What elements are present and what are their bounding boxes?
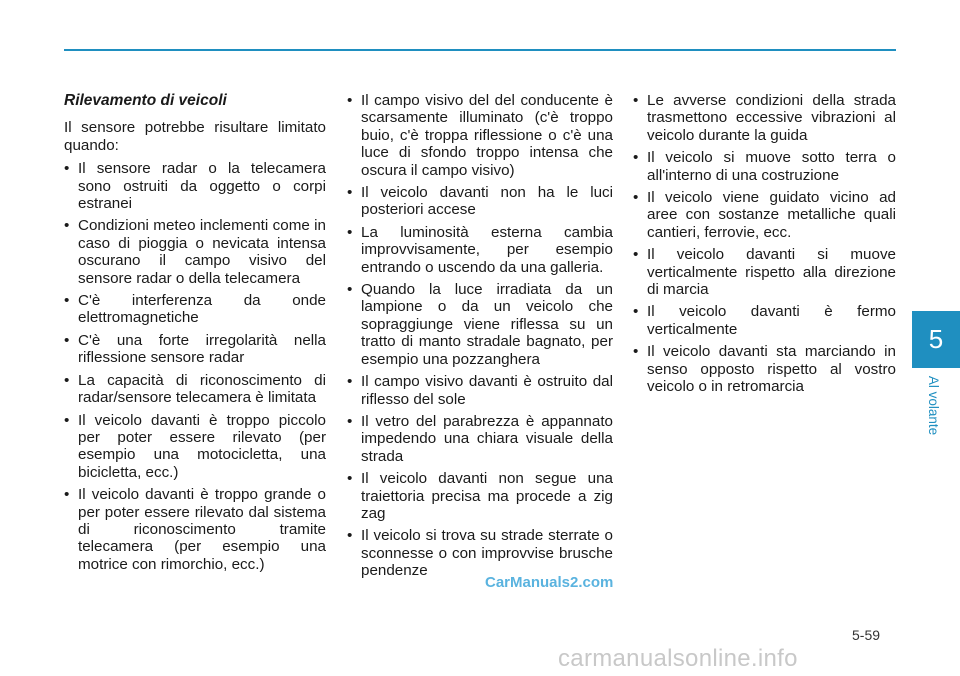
column-1 xyxy=(64,92,326,578)
bullet-list-1 xyxy=(64,160,326,573)
list-item: • C'è una forte irregolarità nella riflessione sensore radar xyxy=(64,332,326,367)
list-item: • La capacità di riconoscimento di radar/sensore telecamera è limitata xyxy=(64,372,326,407)
list-item: • Quando la luce irradiata da un lampione o da un veicolo che sopraggiunge viene riflessa su un tratto di manto stradale bagnato, per esempio una pozzanghera xyxy=(347,281,613,368)
page-number: 5-59 xyxy=(852,627,881,643)
list-item: • Condizioni meteo inclementi come in caso di pioggia o nevicata intensa oscurano il campo visivo del sensore radar o della telecamera xyxy=(64,217,326,287)
list-item: • Il veicolo si trova su strade sterrate o sconnesse o con improvvise brusche pendenze xyxy=(347,527,613,579)
section-heading: Rilevamento di veicoli xyxy=(64,92,227,109)
list-item: • La luminosità esterna cambia improvvisamente, per esempio entrando o uscendo da una galleria. xyxy=(347,224,613,276)
header-rule xyxy=(64,49,896,51)
bullet-list-2 xyxy=(347,92,613,580)
list-item: • Il veicolo davanti è troppo grande o per poter essere rilevato dal sistema di riconoscimento tramite telecamera (per esempio una motrice con rimorchio, ecc.) xyxy=(64,486,326,573)
list-item: • Il veicolo davanti non segue una traiettoria precisa ma procede a zig zag xyxy=(347,470,613,522)
list-item: • Il campo visivo del del conducente è scarsamente illuminato (c'è troppo buio, c'è troppa riflessione o c'è una luce di sfondo troppo intensa che oscura il campo visivo) xyxy=(347,92,613,179)
list-item: • C'è interferenza da onde elettromagnetiche xyxy=(64,292,326,327)
chapter-tab: 5 xyxy=(912,311,960,368)
list-item: • Il veicolo si muove sotto terra o all'interno di una costruzione xyxy=(633,149,896,184)
list-item: • Il veicolo davanti è fermo verticalmente xyxy=(633,303,896,338)
list-item: • Il veicolo davanti si muove verticalmente rispetto alla direzione di marcia xyxy=(633,246,896,298)
column-3 xyxy=(633,92,896,401)
intro-paragraph: Il sensore potrebbe risultare limitato quando: xyxy=(64,119,326,154)
list-item: • Il sensore radar o la telecamera sono ostruiti da oggetto o corpi estranei xyxy=(64,160,326,212)
watermark-footer: carmanualsonline.info xyxy=(558,645,798,672)
list-item: • Il vetro del parabrezza è appannato impedendo una chiara visuale della strada xyxy=(347,413,613,465)
list-item: • Il campo visivo davanti è ostruito dal riflesso del sole xyxy=(347,373,613,408)
bullet-list-3 xyxy=(633,92,896,396)
list-item: • Il veicolo davanti è troppo piccolo per poter essere rilevato (per esempio una motocicletta, una bicicletta, ecc.) xyxy=(64,412,326,482)
list-item: • Il veicolo davanti non ha le luci posteriori accese xyxy=(347,184,613,219)
chapter-title xyxy=(924,372,944,438)
watermark-overlay: CarManuals2.com xyxy=(485,574,614,591)
list-item: • Il veicolo viene guidato vicino ad aree con sostanze metalliche quali cantieri, ferrovie, ecc. xyxy=(633,189,896,241)
list-item: • Il veicolo davanti sta marciando in senso opposto rispetto al vostro veicolo o in retromarcia xyxy=(633,343,896,395)
chapter-title-text: Al volante xyxy=(926,375,942,435)
list-item: • Le avverse condizioni della strada trasmettono eccessive vibrazioni al veicolo durante la guida xyxy=(633,92,896,144)
column-2 xyxy=(347,92,613,585)
